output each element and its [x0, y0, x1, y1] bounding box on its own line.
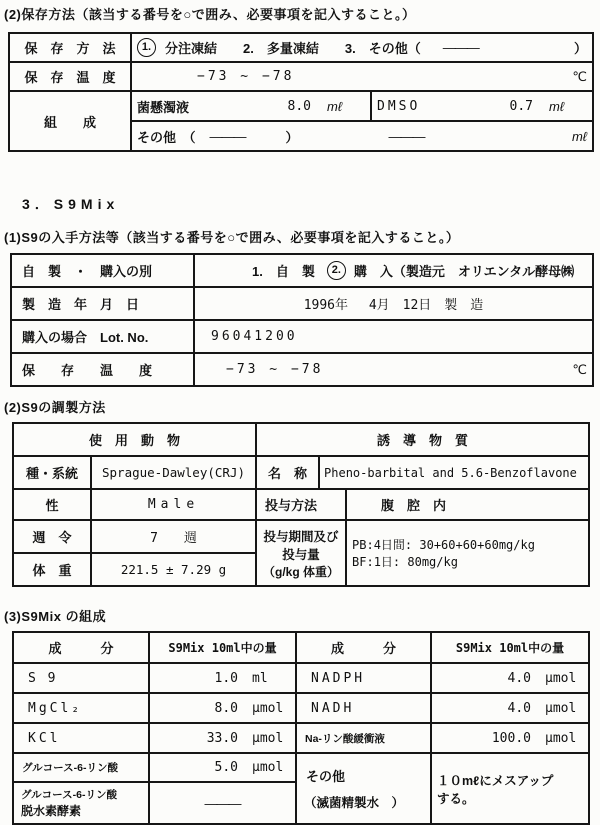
s9-row — [13, 663, 589, 693]
acquisition-table — [10, 253, 594, 387]
dose-label-line1: 投与期間及び — [263, 529, 339, 544]
storage-method-opt2: 2. 多量凍結 — [243, 41, 319, 56]
composition-table — [12, 631, 590, 825]
g6pdh-name-line1: グルコース-6-リン酸 — [21, 789, 117, 801]
na-phosphate-name: Na-リン酸緩衝液 — [296, 723, 431, 753]
storage-section-title: (2)保存方法（該当する番号を○で囲み、必要事項を記入すること。） — [4, 7, 416, 22]
weight-value: 221.5 ± 7.29 g — [91, 553, 256, 586]
manufacture-date-row — [11, 287, 593, 320]
storage-composition-label: 組 成 — [9, 91, 131, 151]
kcl-value: 33.0 — [206, 730, 238, 746]
amount-header-2: S9Mix 10ml中の量 — [431, 632, 589, 663]
species-value: Sprague-Dawley(CRJ) — [91, 456, 256, 489]
sex-label: 性 — [13, 489, 91, 520]
other-unit: mℓ — [571, 128, 587, 144]
storage-method-row — [9, 33, 593, 62]
amount-header-1: S9Mix 10ml中の量 — [149, 632, 296, 663]
other-blank2: ——— — [388, 128, 425, 144]
age-row — [13, 520, 589, 553]
circled-option-1: 1. — [137, 38, 156, 57]
species-label: 種・系統 — [13, 456, 91, 489]
age-value: 7 週 — [91, 520, 256, 553]
kcl-row — [13, 723, 589, 753]
nadh-value: 4.0 — [507, 700, 531, 716]
nadph-name: NADPH — [296, 663, 431, 693]
g6p-row — [13, 753, 589, 782]
g6pdh-blank: ——— — [204, 795, 241, 811]
age-label: 週 令 — [13, 520, 91, 553]
kcl-unit: μmol — [252, 730, 284, 746]
storage-temp-label: 保 存 温 度 — [9, 62, 131, 91]
storage-temp-row — [9, 62, 593, 91]
misc-line2: （滅菌精製水 ） — [304, 796, 405, 810]
mgcl2-value: 8.0 — [214, 700, 238, 716]
acq-storage-temp-value: −73 ~ −78 — [226, 362, 324, 377]
lot-no-row — [11, 320, 593, 353]
route-label: 投与方法 — [256, 489, 346, 520]
s9-unit: ml — [252, 670, 268, 686]
route-value: 腹 腔 内 — [346, 489, 589, 520]
acq-storage-temp-unit: ℃ — [572, 361, 587, 377]
dose-label-line3: （g/kg 体重） — [263, 564, 340, 579]
na-phosphate-value: 100.0 — [491, 730, 531, 746]
s9-name: S 9 — [13, 663, 149, 693]
dmso-name: DMSO — [377, 98, 421, 114]
dose-value-cell — [346, 520, 589, 586]
storage-method-opt1: 分注凍結 — [165, 41, 218, 56]
inducer-header: 誘 導 物 質 — [256, 423, 589, 456]
dose-period-label — [256, 520, 346, 586]
storage-method-opt3-blank: ——— — [442, 40, 479, 55]
lot-no-value: 96041200 — [194, 320, 593, 353]
storage-temp-value: −73 ~ −78 — [197, 69, 295, 84]
dose-label-line2: 投与量 — [282, 547, 320, 562]
misc-component-cell — [296, 753, 431, 824]
g6pdh-name-cell — [13, 782, 149, 824]
prep-header-row — [13, 423, 589, 456]
storage-table — [8, 32, 594, 152]
source-label: 自 製 ・ 購入の別 — [11, 254, 194, 287]
s9mix-section-title: 3．S9Mix — [22, 196, 120, 212]
mgcl2-unit: μmol — [252, 700, 284, 716]
source-opt1: 1. 自 製 — [252, 264, 315, 279]
misc-line1: その他 — [306, 769, 346, 784]
sex-value: Male — [91, 489, 256, 520]
preparation-section-title: (2)S9の調製方法 — [4, 400, 106, 415]
manufacture-date-value: 1996年 4月 12日 製 造 — [194, 287, 593, 320]
suspension-name: 菌懸濁液 — [137, 99, 190, 115]
manufacture-date-label: 製 造 年 月 日 — [11, 287, 194, 320]
source-row — [11, 254, 593, 287]
storage-method-opt3: 3. その他（ — [344, 41, 421, 56]
source-opt2: 購 入（製造元 オリエンタル酵母㈱ — [353, 264, 575, 279]
note-line2: する。 — [437, 791, 475, 806]
mgcl2-name: MgCl₂ — [13, 693, 149, 723]
component-header-2: 成 分 — [296, 632, 431, 663]
suspension-unit: mℓ — [327, 98, 343, 114]
nadph-value: 4.0 — [507, 670, 531, 686]
note-cell — [431, 753, 589, 824]
composition-section-title: (3)S9Mix の組成 — [4, 609, 107, 624]
acq-storage-temp-row — [11, 353, 593, 386]
s9-value: 1.0 — [214, 670, 238, 686]
g6pdh-name-line2: 脱水素酵素 — [21, 804, 82, 818]
component-header-1: 成 分 — [13, 632, 149, 663]
inducer-name-value: Pheno-barbital and 5.6-Benzoflavone — [319, 456, 589, 489]
storage-method-label: 保 存 方 法 — [9, 33, 131, 62]
nadh-unit: μmol — [545, 700, 577, 716]
storage-method-opt3-close: ） — [573, 41, 587, 56]
preparation-table — [12, 422, 590, 587]
circled-option-2: 2. — [327, 261, 346, 280]
other-blank1: ——— — [209, 128, 246, 144]
g6p-name: グルコース-6-リン酸 — [13, 753, 149, 782]
acquisition-section-title: (1)S9の入手方法等（該当する番号を○で囲み、必要事項を記入すること。） — [4, 230, 460, 245]
note-line1: １０mℓにメスアップ — [437, 773, 554, 788]
na-phosphate-unit: μmol — [545, 730, 577, 746]
kcl-name: KCl — [13, 723, 149, 753]
storage-temp-unit: ℃ — [572, 68, 587, 84]
g6p-unit: μmol — [252, 760, 284, 775]
g6p-value: 5.0 — [214, 760, 238, 775]
other-close: ） — [285, 129, 299, 145]
dmso-value: 0.7 — [509, 98, 533, 114]
mgcl2-row — [13, 693, 589, 723]
weight-label: 体 重 — [13, 553, 91, 586]
dose-value-line1: PB:4日間: 30+60+60+60mg/kg — [352, 538, 535, 552]
nadph-unit: μmol — [545, 670, 577, 686]
dmso-unit: mℓ — [549, 98, 565, 114]
composition-header-row — [13, 632, 589, 663]
inducer-name-label: 名 称 — [256, 456, 319, 489]
nadh-name: NADH — [296, 693, 431, 723]
acq-storage-temp-label: 保 存 温 度 — [11, 353, 194, 386]
storage-composition-row1 — [9, 91, 593, 121]
animal-header: 使 用 動 物 — [13, 423, 256, 456]
lot-no-label: 購入の場合 Lot. No. — [11, 320, 194, 353]
sex-row — [13, 489, 589, 520]
other-name: その他 （ — [137, 129, 196, 145]
suspension-value: 8.0 — [287, 98, 311, 114]
species-row — [13, 456, 589, 489]
dose-value-line2: BF:1日: 80mg/kg — [352, 555, 458, 569]
